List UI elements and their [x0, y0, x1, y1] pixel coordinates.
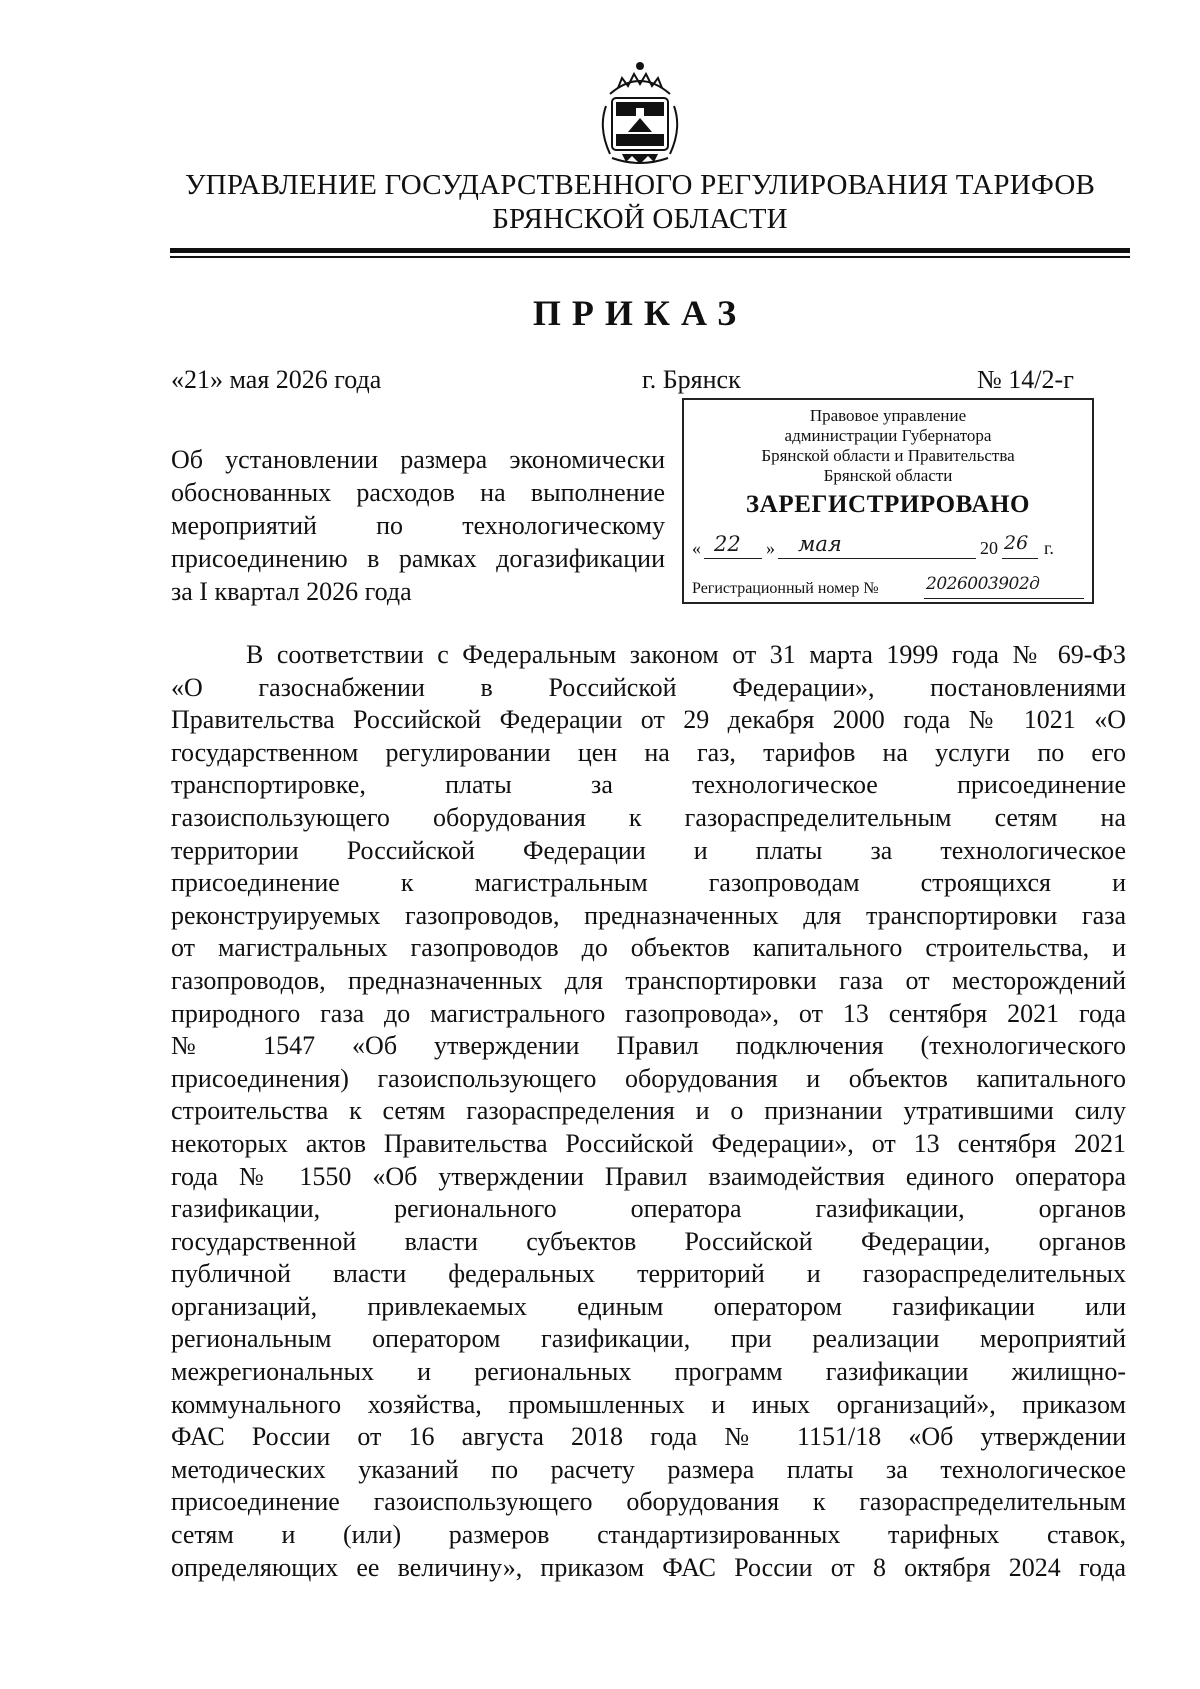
body-line: газификации, регионального оператора газификации, органов — [171, 1194, 1126, 1224]
stamp-date-line — [690, 532, 1088, 566]
stamp-day-handwritten: 22 — [714, 532, 741, 556]
body-line: государственной власти субъектов Российской Федерации, органов — [171, 1226, 1126, 1256]
body-line: присоединение к магистральным газопроводам строящихся и — [171, 868, 1126, 898]
body-line: транспортировке, платы за технологическое присоединение — [171, 770, 1126, 800]
body-line: территории Российской Федерации и платы за технологическое — [171, 835, 1126, 865]
stamp-org-line-2: администрации Губернатора — [784, 426, 992, 445]
subject-line: мероприятий по технологическому — [171, 511, 665, 540]
body-line: газоиспользующего оборудования к газораспределительным сетям на — [171, 802, 1126, 832]
body-line: межрегиональных и региональных программ газификации жилищно- — [171, 1357, 1126, 1387]
stamp-registration-line — [690, 572, 1088, 602]
body-line: № 1547 «Об утверждении Правил подключения (технологического — [171, 1031, 1126, 1061]
body-line: газопроводов, предназначенных для транспортировки газа от месторождений — [171, 965, 1126, 995]
body-line: реконструируемых газопроводов, предназначенных для транспортировки газа — [171, 900, 1126, 930]
body-line: «О газоснабжении в Российской Федерации», постановлениями — [171, 672, 1126, 702]
body-line: методических указаний по расчету размера платы за технологическое — [171, 1454, 1126, 1484]
order-body — [171, 639, 1126, 1584]
body-line: от магистральных газопроводов до объектов капитального строительства, и — [171, 933, 1126, 963]
stamp-registered-label: ЗАРЕГИСТРИРОВАНО — [745, 491, 1031, 518]
stamp-quote-close: » — [766, 538, 775, 558]
coat-of-arms-emblem — [592, 58, 688, 168]
body-line: организаций, привлекаемых единым оператором газификации или — [171, 1291, 1126, 1321]
body-line: определяющих ее величину», приказом ФАС России от 8 октября 2024 года — [171, 1552, 1126, 1582]
stamp-year-prefix: 20 — [980, 538, 998, 558]
body-line: строительства к сетям газораспределения и о признании утратившими силу — [171, 1096, 1126, 1126]
subject-line: присоединению в рамках догазификации — [171, 544, 665, 573]
order-city: г. Брянск — [642, 365, 741, 394]
stamp-month-handwritten: мая — [798, 532, 842, 556]
stamp-quote-open: « — [692, 538, 701, 558]
body-line: года № 1550 «Об утверждении Правил взаимодействия единого оператора — [171, 1161, 1126, 1191]
order-date: «21» мая 2026 года — [171, 365, 382, 394]
subject-line: за I квартал 2026 года — [171, 577, 412, 606]
header-divider-thin — [170, 256, 1130, 258]
body-line: некоторых актов Правительства Российской Федерации», от 13 сентября 2021 — [171, 1128, 1126, 1158]
stamp-reg-number-handwritten: 2026003902д — [926, 574, 1040, 594]
body-line: региональным оператором газификации, при реализации мероприятий — [171, 1324, 1126, 1354]
body-line: ФАС России от 16 августа 2018 года № 1151/18 «Об утверждении — [171, 1422, 1126, 1452]
body-line: присоединения) газоиспользующего оборудования и объектов капитального — [171, 1063, 1126, 1093]
stamp-year-suffix: г. — [1044, 538, 1054, 558]
agency-name-line-2: БРЯНСКОЙ ОБЛАСТИ — [492, 203, 788, 235]
body-line: коммунального хозяйства, промышленных и иных организаций», приказом — [171, 1389, 1126, 1419]
agency-name-line-1: УПРАВЛЕНИЕ ГОСУДАРСТВЕННОГО РЕГУЛИРОВАНИЯ ТАРИФОВ — [184, 169, 1096, 201]
body-line: природного газа до магистрального газопровода», от 13 сентября 2021 года — [171, 998, 1126, 1028]
subject-line: обоснованных расходов на выполнение — [171, 478, 665, 507]
document-title: ПРИКАЗ — [532, 293, 748, 333]
header-divider-thick — [170, 248, 1130, 253]
stamp-org-line-1: Правовое управление — [809, 406, 967, 425]
stamp-year-handwritten: 26 — [1004, 532, 1029, 554]
stamp-org-line-4: Брянской области — [823, 466, 953, 485]
stamp-reg-label: Регистрационный номер № — [692, 580, 879, 597]
subject-line: Об установлении размера экономически — [171, 445, 665, 474]
body-line: государственном регулировании цен на газ, тарифов на услуги по его — [171, 737, 1126, 767]
body-line: публичной власти федеральных территорий и газораспределительных — [171, 1259, 1126, 1289]
order-number: № 14/2-г — [977, 365, 1074, 394]
body-line: Правительства Российской Федерации от 29 декабря 2000 года № 1021 «О — [171, 705, 1126, 735]
body-line: присоединение газоиспользующего оборудования к газораспределительным — [171, 1487, 1126, 1517]
body-line: сетям и (или) размеров стандартизированных тарифных ставок, — [171, 1520, 1126, 1550]
registration-stamp — [682, 398, 1094, 604]
stamp-org-line-3: Брянской области и Правительства — [761, 446, 1015, 465]
body-line: В соответствии с Федеральным законом от 31 марта 1999 года № 69-ФЗ — [246, 640, 1126, 669]
order-subject — [171, 443, 665, 608]
